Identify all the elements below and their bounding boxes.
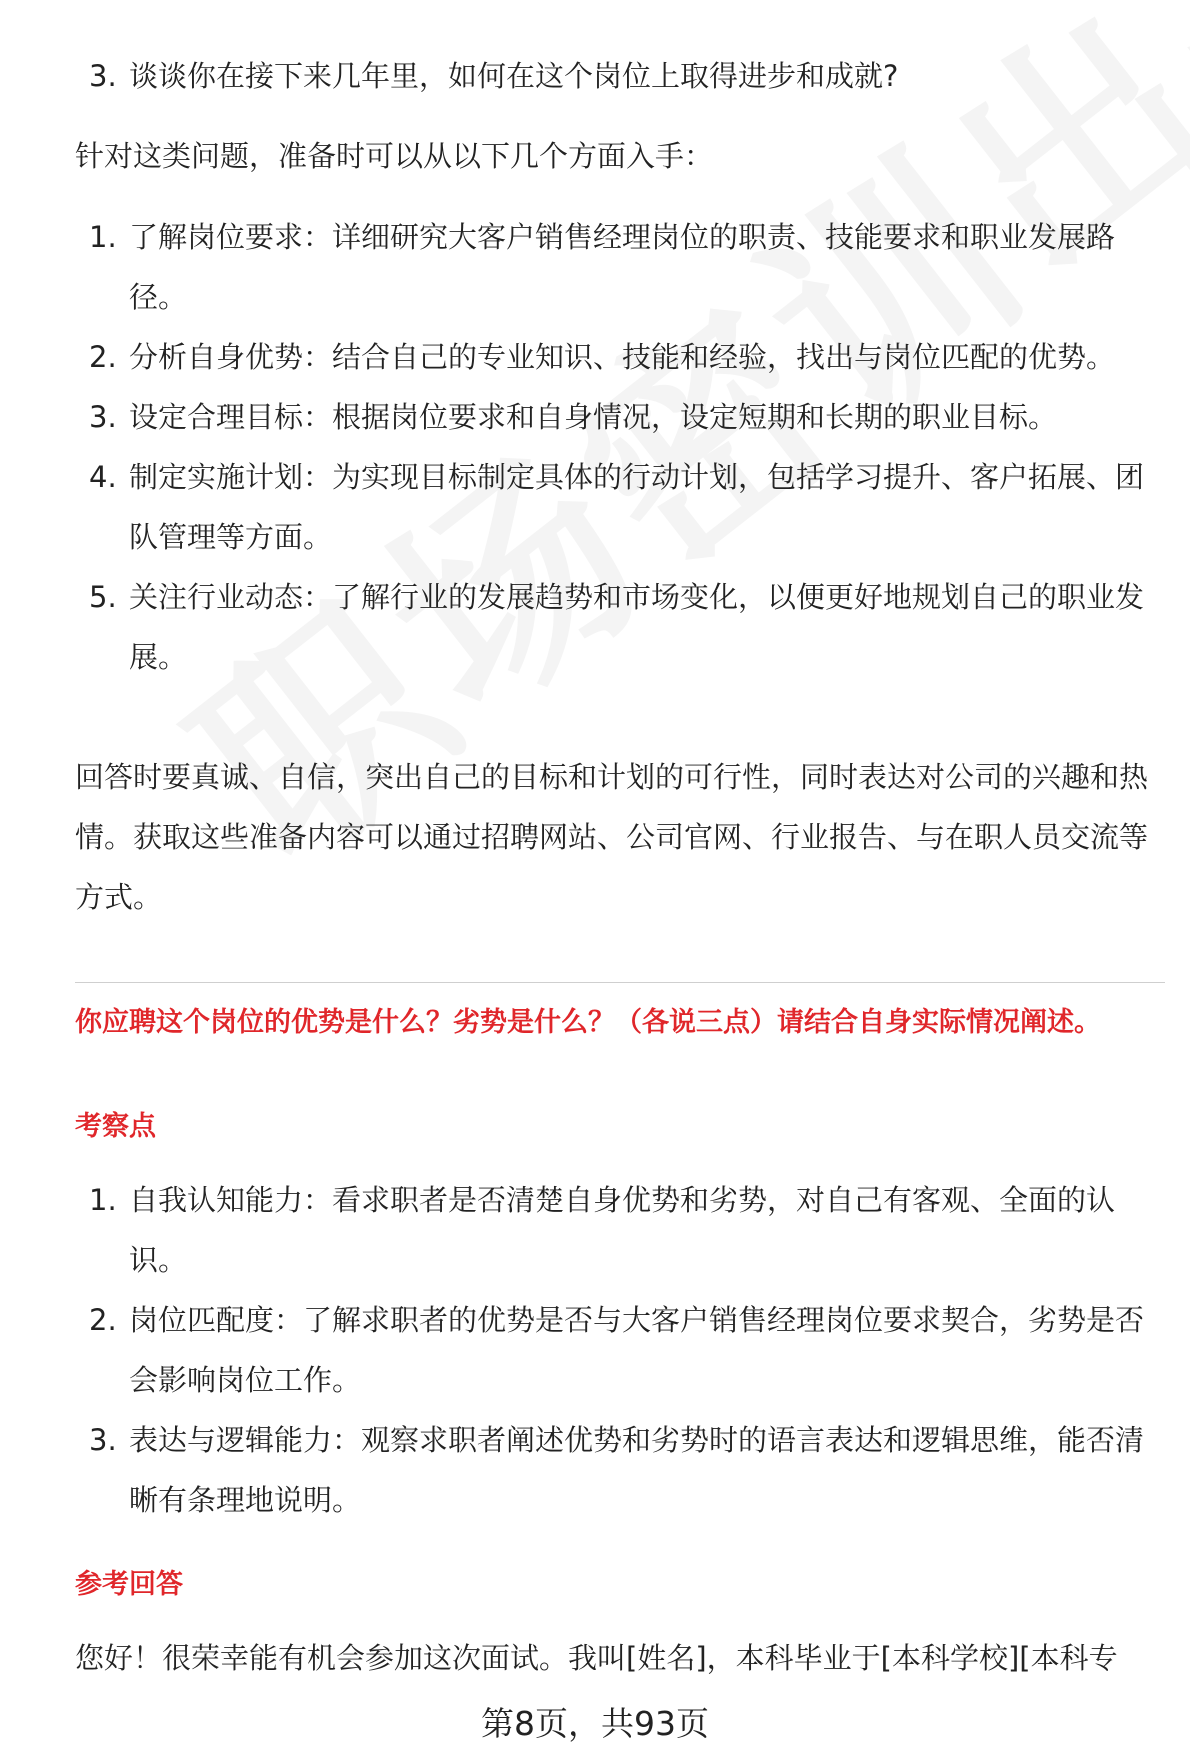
list-item [75,567,1165,687]
list-item [75,1410,1165,1530]
list-number: 3. [89,400,117,434]
list-item [75,447,1165,567]
list-text: 了解岗位要求：详细研究大客户销售经理岗位的职责、技能要求和职业发展路径。 [129,220,1116,314]
list-number: 3. [89,59,117,93]
list-number: 2. [89,340,117,374]
list-text: 岗位匹配度：了解求职者的优势是否与大客户销售经理岗位要求契合，劣势是否会影响岗位工作。 [129,1303,1145,1397]
list-item [75,327,1165,387]
answer-text: 您好！很荣幸能有机会参加这次面试。我叫[姓名]，本科毕业于[本科学校][本科专 [75,1641,1118,1675]
list-text: 关注行业动态：了解行业的发展趋势和市场变化，以便更好地规划自己的职业发展。 [129,580,1145,674]
list-text: 表达与逻辑能力：观察求职者阐述优势和劣势时的语言表达和逻辑思维，能否清晰有条理地说明。 [129,1423,1145,1517]
list-text: 分析自身优势：结合自己的专业知识、技能和经验，找出与岗位匹配的优势。 [129,340,1116,374]
prep-list [75,207,1165,687]
assess-list [75,1170,1165,1530]
list-item [75,1290,1165,1410]
prep-intro: 针对这类问题，准备时可以从以下几个方面入手： [75,139,714,173]
list-item [75,387,1165,447]
list-number: 2. [89,1303,117,1337]
list-number: 4. [89,460,117,494]
list-text: 自我认知能力：看求职者是否清楚自身优势和劣势，对自己有客观、全面的认识。 [129,1183,1116,1277]
list-item [75,1170,1165,1290]
list-number: 1. [89,1183,117,1217]
list-text: 谈谈你在接下来几年里，如何在这个岗位上取得进步和成就? [129,59,899,93]
list-item [75,46,1190,106]
page-footer: 第8页，共93页 [481,1704,709,1743]
closing-paragraph: 回答时要真诚、自信，突出自己的目标和计划的可行性，同时表达对公司的兴趣和热情。获取这些准备内容可以通过招聘网站、公司官网、行业报告、与在职人员交流等方式。 [75,760,1149,914]
section-divider [75,982,1165,983]
answer-heading: 参考回答 [75,1569,183,1600]
list-text: 制定实施计划：为实现目标制定具体的行动计划，包括学习提升、客户拓展、团队管理等方面。 [129,460,1145,554]
list-text: 设定合理目标：根据岗位要求和自身情况，设定短期和长期的职业目标。 [129,400,1058,434]
list-number: 3. [89,1423,117,1457]
list-number: 5. [89,580,117,614]
list-item [75,207,1165,327]
question-title: 你应聘这个岗位的优势是什么？劣势是什么？（各说三点）请结合自身实际情况阐述。 [75,1007,1101,1038]
list-number: 1. [89,220,117,254]
assess-heading: 考察点 [75,1111,156,1142]
